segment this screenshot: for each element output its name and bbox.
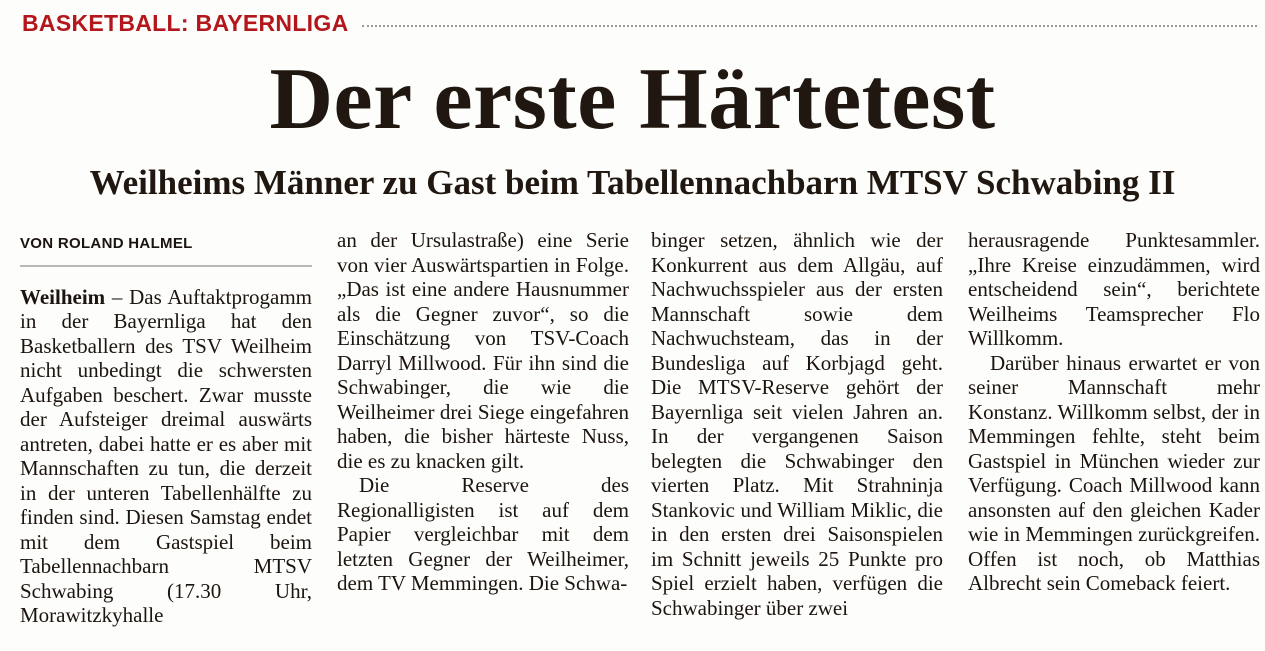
section-kicker: BASKETBALL: BAYERNLIGA [22,9,349,36]
column-4-paragraph-1: herausragende Punktesammler. „Ihre Kreise einzudämmen, wird entscheidend sein“, berichtete Weilheims Teamsprecher Flo Willkomm. [968,228,1260,350]
dateline: Weilheim [20,284,106,309]
article-column-3 [651,228,943,620]
dotted-rule [362,25,1257,27]
subheadline: Weilheims Männer zu Gast beim Tabellennachbarn MTSV Schwabing II [89,163,1176,202]
byline: VON ROLAND HALMEL [20,228,312,267]
kicker-row [22,8,1257,38]
article-column-2 [337,228,629,596]
column-3-paragraph-1: binger setzen, ähnlich wie der Konkurrent aus dem Allgäu, auf Nachwuchsspieler aus der ersten Mannschaft sowie dem Nachwuchsteam, das in der Bundesliga auf Korbjagd geht. Die MTSV-Reserve gehört der Bayernliga seit vielen Jahren an. In der vergangenen Saison belegten die Schwabinger den vierten Platz. Mit Strahninja Stankovic und William Miklic, die in den ersten drei Saisonspielen im Schnitt jeweils 25 Punkte pro Spiel erzielt haben, verfügen die Schwabinger über zwei [651,228,943,620]
column-2-paragraph-1: an der Ursulastraße) eine Serie von vier Auswärtspartien in Folge. „Das ist eine andere Hausnummer als die Gegner zuvor“, so die Einschätzung von TSV-Coach Darryl Millwood. Für ihn sind die Schwabinger, die wie die Weilheimer drei Siege eingefahren haben, die bisher härteste Nuss, die es zu knacken gilt. [337,228,629,473]
column-1-text: – Das Auftaktprogamm in der Bayernliga hat den Basketballern des TSV Weilheim nicht unbedingt die schwersten Aufgaben beschert. Zwar musste der Aufsteiger dreimal auswärts antreten, dabei hatte er es aber mit Mannschaften zu tun, die derzeit in der unteren Tabellenhälfte zu finden sind. Diesen Samstag endet mit dem Gastspiel beim Tabellennachbarn MTSV Schwabing (17.30 Uhr, Morawitzkyhalle [20,284,312,627]
article-column-1 [20,228,312,628]
column-2-paragraph-2: Die Reserve des Regionalligisten ist auf dem Papier vergleichbar mit dem letzten Gegner der Weilheimer, dem TV Memmingen. Die Schwa- [337,473,629,595]
column-4-paragraph-2: Darüber hinaus erwartet er von seiner Mannschaft mehr Konstanz. Willkomm selbst, der in Memmingen fehlte, steht beim Gastspiel in München wieder zur Verfügung. Coach Millwood kann ansonsten auf den gleichen Kader wie in Memmingen zurückgreifen. Offen ist noch, ob Matthias Albrecht sein Comeback feiert. [968,350,1260,595]
article-column-4 [968,228,1260,596]
headline: Der erste Härtetest [269,51,996,148]
column-1-paragraph [20,285,312,628]
